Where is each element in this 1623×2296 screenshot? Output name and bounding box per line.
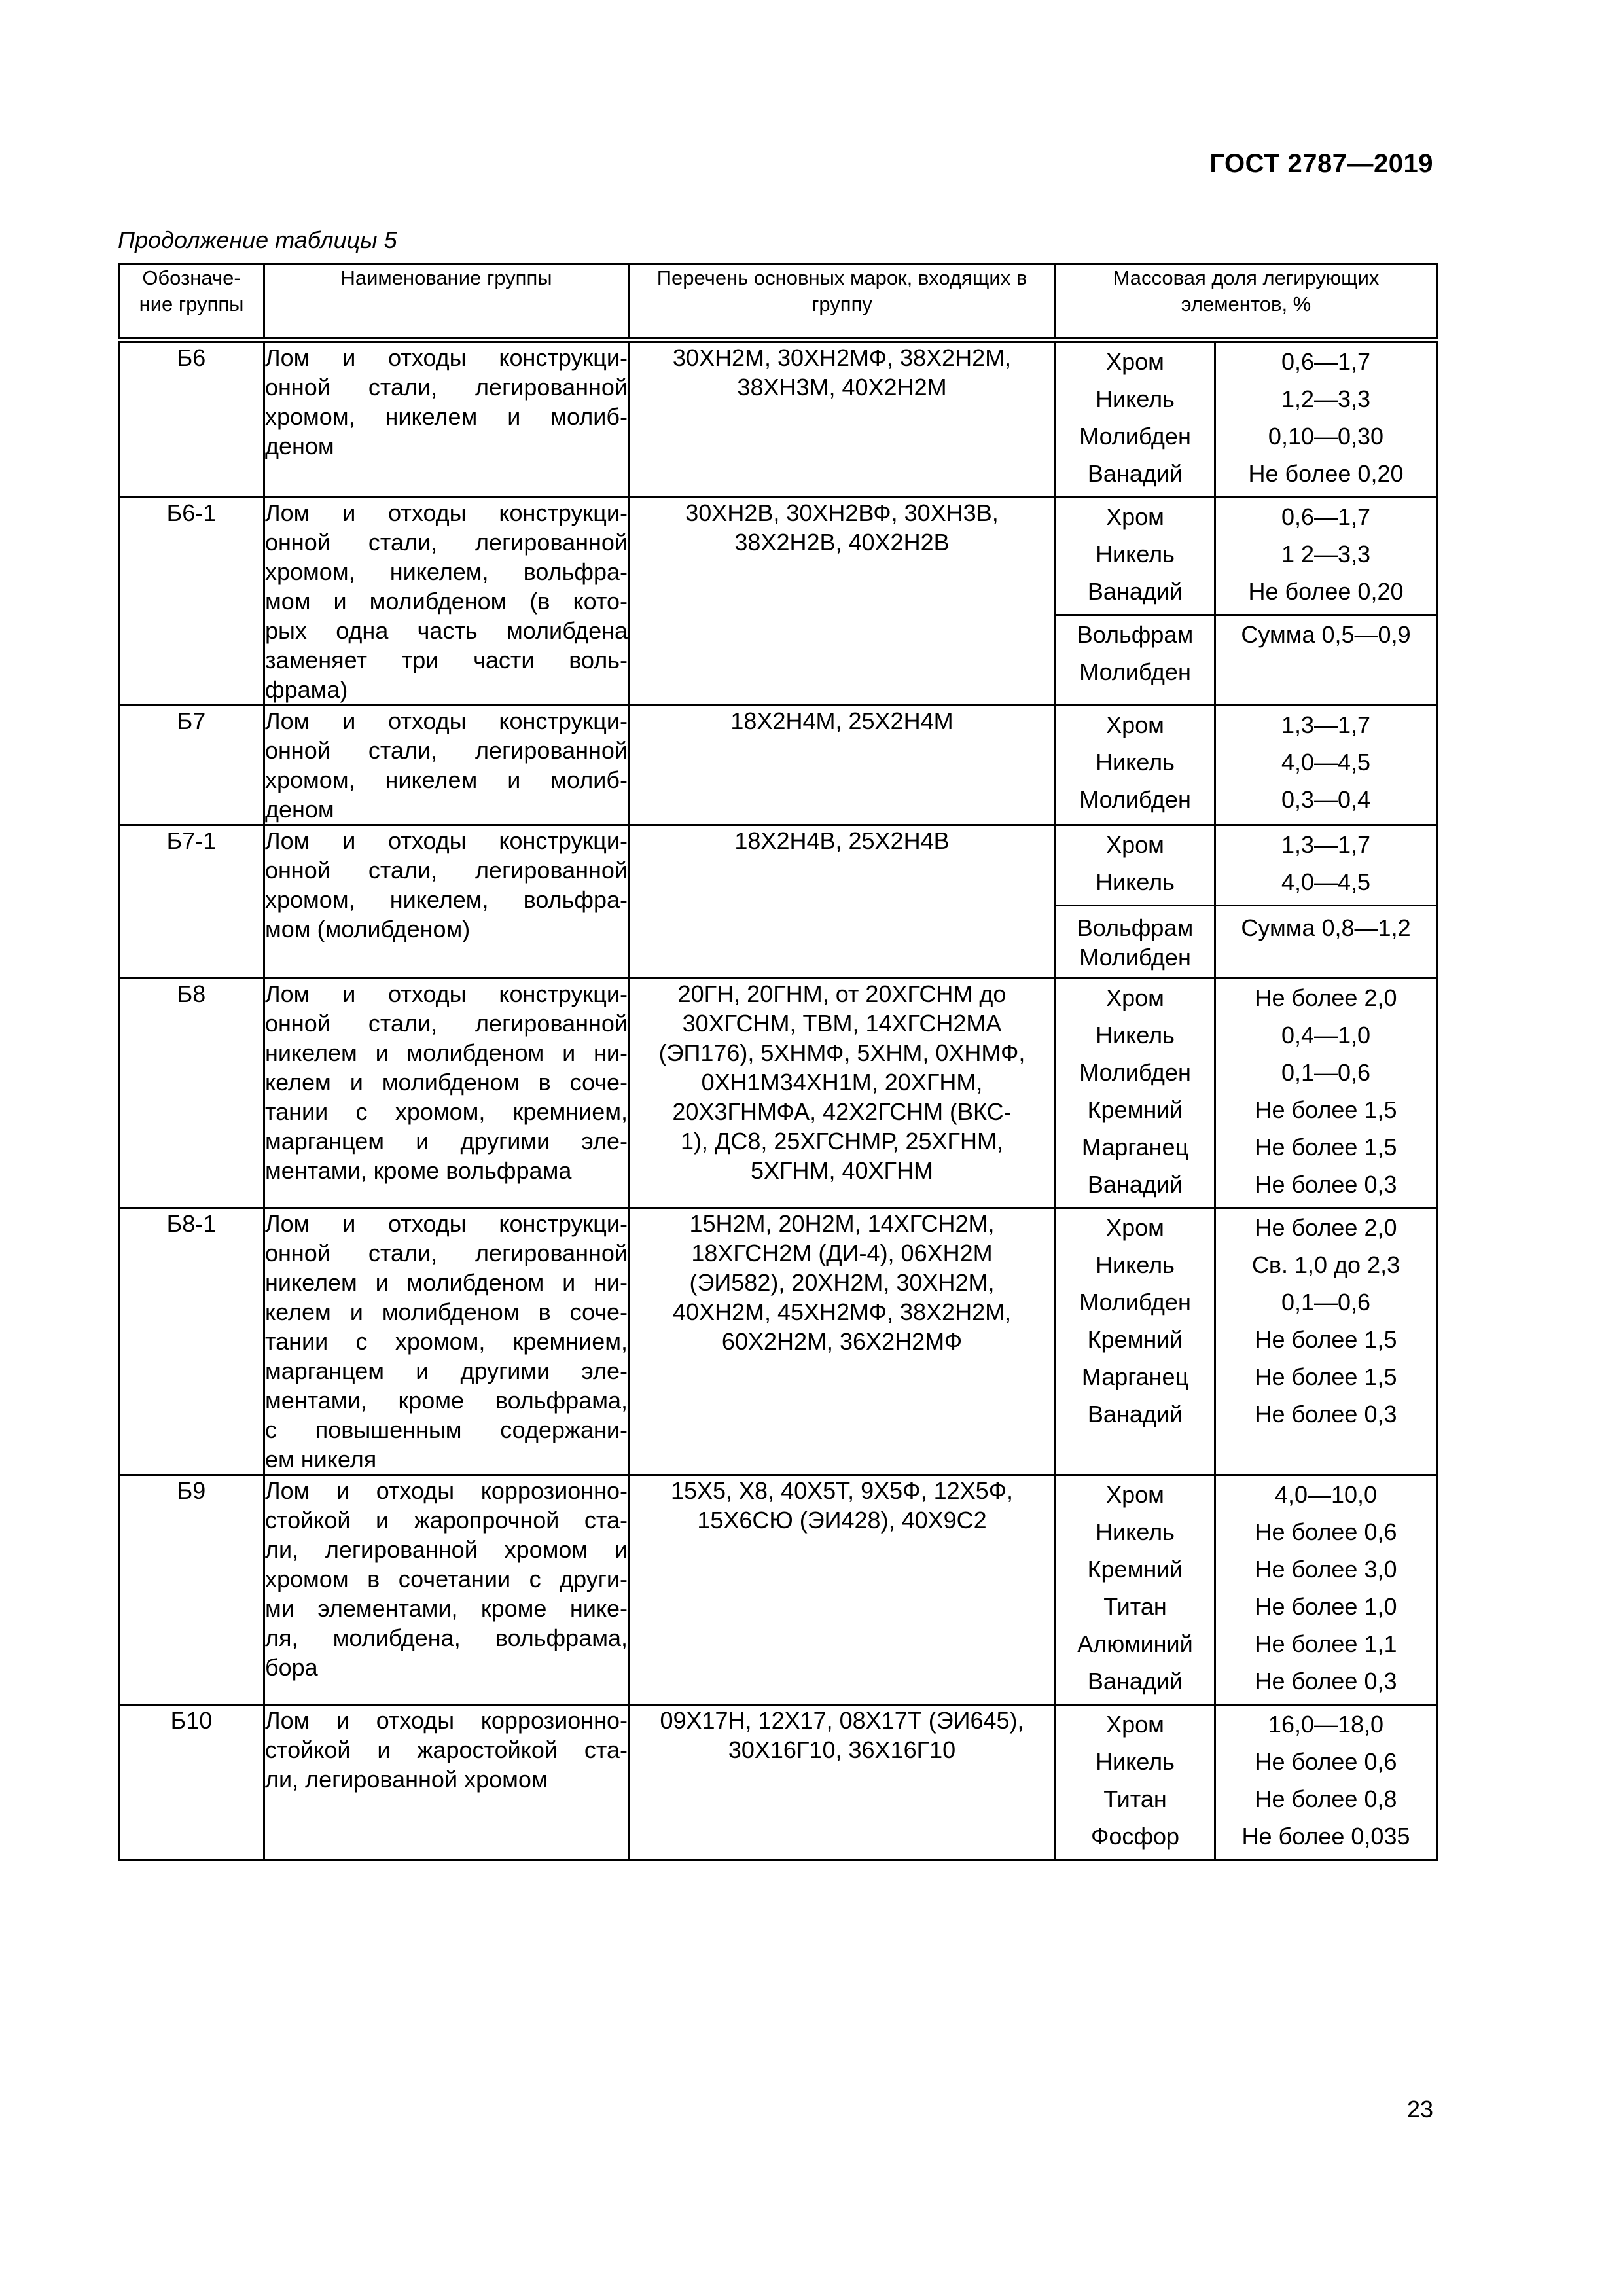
element-value: Не более 2,0 (1255, 1214, 1397, 1241)
element-row (1056, 455, 1436, 496)
group-name-line: рых одна часть молибдена (265, 617, 628, 644)
group-name-line: стойкой и жаростойкой ста- (265, 1736, 628, 1763)
element-name: Марганец (1056, 1128, 1215, 1166)
element-value: 0,6—1,7 (1281, 348, 1371, 375)
element-row (1056, 1513, 1436, 1551)
group-name-line: никелем и молибденом и ни- (265, 1269, 628, 1296)
steel-grades-line: 40ХН2М, 45ХН2МФ, 38Х2Н2М, (672, 1299, 1012, 1325)
element-row (1056, 1588, 1436, 1625)
group-code: Б8 (119, 978, 264, 1208)
element-name: Хром (1056, 706, 1215, 744)
steel-grades-line: 30Х16Г10, 36Х16Г10 (728, 1736, 956, 1763)
element-name: Кремний (1056, 1551, 1215, 1588)
alloying-elements (1056, 497, 1437, 706)
element-value: Не более 0,035 (1241, 1823, 1410, 1850)
element-value: 4,0—4,5 (1281, 749, 1371, 776)
group-name-line: Лом и отходы конструкци- (265, 980, 628, 1007)
element-value: Сумма 0,8—1,2 (1215, 906, 1436, 943)
element-name: Хром (1056, 498, 1215, 535)
element-row (1056, 781, 1436, 824)
group-name-line: онной стали, легированной (265, 1240, 628, 1266)
element-name: Никель (1056, 863, 1215, 906)
table-row (119, 706, 1437, 825)
elements-subtable (1056, 498, 1436, 704)
group-code: Б9 (119, 1475, 264, 1705)
group-name-line: хромом, никелем и молиб- (265, 766, 628, 793)
table-row (119, 497, 1437, 706)
element-row (1056, 653, 1436, 704)
element-name: Алюминий (1056, 1625, 1215, 1662)
group-name-line: онной стали, легированной (265, 374, 628, 401)
element-row (1056, 418, 1436, 455)
element-value: 1,2—3,3 (1281, 386, 1371, 412)
steel-grades-line: 15Х5, Х8, 40Х5Т, 9Х5Ф, 12Х5Ф, (670, 1477, 1014, 1504)
element-value: Не более 0,3 (1255, 1401, 1397, 1427)
steel-grades-line: 30ХН2В, 30ХН2ВФ, 30ХН3В, (685, 499, 999, 526)
element-name: Молибден (1056, 418, 1215, 455)
group-name-line: онной стали, легированной (265, 529, 628, 556)
element-row (1056, 1395, 1436, 1474)
element-value: 0,6—1,7 (1281, 503, 1371, 530)
group-name-line: Лом и отходы конструкци- (265, 708, 628, 734)
element-row (1056, 826, 1436, 863)
element-value: 0,1—0,6 (1281, 1059, 1371, 1086)
element-value: Сумма 0,5—0,9 (1215, 615, 1436, 654)
steel-grades-line: 0ХН1М34ХН1М, 20ХГНМ, (701, 1069, 983, 1096)
element-row (1056, 380, 1436, 418)
element-row (1056, 343, 1436, 380)
group-name-line: онной стали, легированной (265, 857, 628, 884)
group-name-line: хромом в сочетании с други- (265, 1566, 628, 1592)
alloying-elements (1056, 706, 1437, 825)
elements-subtable (1056, 1706, 1436, 1859)
group-name-line: фрама) (265, 676, 348, 703)
table-row (119, 1475, 1437, 1705)
group-name-line: онной стали, легированной (265, 737, 628, 764)
steel-grades-line: (ЭП176), 5ХНМФ, 5ХНМ, 0ХНМФ, (658, 1039, 1026, 1066)
steel-grades-line: 20Х3ГНМФА, 42Х2ГСНМ (ВКС- (672, 1098, 1012, 1125)
elements-subtable (1056, 706, 1436, 824)
element-name: Хром (1056, 1706, 1215, 1743)
steel-grades-line: 1), ДС8, 25ХГСНМР, 25ХГНМ, (680, 1128, 1004, 1155)
element-name: Молибден (1056, 942, 1215, 977)
element-value: Не более 0,3 (1255, 1668, 1397, 1695)
steel-grades-line: 30ХГСНМ, ТВМ, 14ХГСН2МА (682, 1010, 1002, 1037)
group-name-line: хромом, никелем, вольфра- (265, 558, 628, 585)
group-name-line: заменяет три части воль- (265, 647, 628, 673)
element-value: 4,0—4,5 (1281, 869, 1371, 895)
element-name: Молибден (1056, 653, 1215, 704)
group-name-line: мом (молибденом) (265, 916, 471, 942)
steel-grades-line: 30ХН2М, 30ХН2МФ, 38Х2Н2М, (672, 344, 1012, 371)
steel-grades (629, 1208, 1056, 1475)
alloying-elements (1056, 340, 1437, 497)
element-name: Титан (1056, 1780, 1215, 1818)
element-name: Ванадий (1056, 573, 1215, 615)
element-name: Вольфрам (1056, 906, 1215, 943)
element-row (1056, 1128, 1436, 1166)
element-row (1056, 863, 1436, 906)
group-name-line: деном (265, 433, 334, 459)
alloying-elements (1056, 825, 1437, 978)
element-value: Не более 1,5 (1255, 1363, 1397, 1390)
group-code: Б8-1 (119, 1208, 264, 1475)
element-value: 0,10—0,30 (1268, 423, 1384, 450)
steel-grades-line: 09Х17Н, 12Х17, 08Х17Т (ЭИ645), (660, 1707, 1024, 1734)
steel-grades-line: 15Х6СЮ (ЭИ428), 40Х9С2 (697, 1507, 987, 1534)
element-name: Хром (1056, 1476, 1215, 1513)
group-name (264, 340, 629, 497)
group-name-line: ментами, кроме вольфрама (265, 1157, 572, 1184)
element-value: Не более 3,0 (1255, 1556, 1397, 1583)
element-value: Не более 0,6 (1255, 1748, 1397, 1775)
group-name-line: Лом и отходы конструкци- (265, 499, 628, 526)
group-name-line: стойкой и жаропрочной ста- (265, 1507, 628, 1534)
steel-grades-line: 38ХН3М, 40Х2Н2М (737, 374, 947, 401)
steel-grades-line: 20ГН, 20ГНМ, от 20ХГСНМ до (677, 980, 1007, 1007)
element-name: Ванадий (1056, 455, 1215, 496)
element-name: Ванадий (1056, 1662, 1215, 1704)
element-value: Не более 2,0 (1255, 984, 1397, 1011)
element-row (1056, 906, 1436, 943)
group-name (264, 1208, 629, 1475)
table-header-row (119, 264, 1437, 340)
element-row (1056, 615, 1436, 654)
element-name: Молибден (1056, 1054, 1215, 1091)
element-row (1056, 1662, 1436, 1704)
element-value: Не более 0,20 (1248, 460, 1404, 487)
element-row (1056, 1476, 1436, 1513)
group-code: Б7 (119, 706, 264, 825)
steel-grades (629, 978, 1056, 1208)
steel-grades (629, 497, 1056, 706)
group-name-line: никелем и молибденом и ни- (265, 1039, 628, 1066)
element-row (1056, 1780, 1436, 1818)
element-name: Никель (1056, 1016, 1215, 1054)
alloying-elements (1056, 978, 1437, 1208)
group-name-line: онной стали, легированной (265, 1010, 628, 1037)
element-row (1056, 1209, 1436, 1246)
group-name (264, 706, 629, 825)
group-name-line: ля, молибдена, вольфрама, (265, 1624, 628, 1651)
steel-grades (629, 706, 1056, 825)
element-row (1056, 1321, 1436, 1358)
table-row (119, 340, 1437, 497)
element-name: Титан (1056, 1588, 1215, 1625)
group-name-line: келем и молибденом в соче- (265, 1299, 628, 1325)
element-row (1056, 573, 1436, 615)
element-value: Не более 1,5 (1255, 1096, 1397, 1123)
element-row (1056, 1091, 1436, 1128)
element-row (1056, 1358, 1436, 1395)
group-name (264, 497, 629, 706)
element-row (1056, 1818, 1436, 1859)
element-name: Молибден (1056, 1283, 1215, 1321)
element-value: Не более 1,5 (1255, 1326, 1397, 1353)
group-name-line: Лом и отходы коррозионно- (265, 1477, 628, 1504)
header-elements: Массовая доля легирующих элементов, % (1056, 264, 1437, 340)
group-code: Б6-1 (119, 497, 264, 706)
alloying-elements (1056, 1208, 1437, 1475)
element-value: 16,0—18,0 (1268, 1711, 1384, 1738)
steel-grades-line: 18ХГСН2М (ДИ-4), 06ХН2М (691, 1240, 993, 1266)
element-row (1056, 1743, 1436, 1780)
element-row (1056, 498, 1436, 535)
element-row (1056, 1054, 1436, 1091)
steel-grades (629, 1705, 1056, 1860)
element-row (1056, 1166, 1436, 1207)
group-name (264, 1475, 629, 1705)
element-name: Хром (1056, 1209, 1215, 1246)
elements-subtable (1056, 343, 1436, 496)
steel-grades-line: 60Х2Н2М, 36Х2Н2МФ (721, 1328, 963, 1355)
elements-subtable (1056, 826, 1436, 977)
element-value: Не более 1,5 (1255, 1134, 1397, 1160)
header-grades: Перечень основных марок, входящих в группу (629, 264, 1056, 340)
group-name-line: бора (265, 1654, 318, 1681)
steel-grades-line: 5ХГНМ, 40ХГНМ (750, 1157, 934, 1184)
group-name-line: Лом и отходы коррозионно- (265, 1707, 628, 1734)
steel-grades (629, 1475, 1056, 1705)
element-row (1056, 1551, 1436, 1588)
element-name: Марганец (1056, 1358, 1215, 1395)
element-value: Св. 1,0 до 2,3 (1251, 1251, 1400, 1278)
group-name-line: ли, легированной хромом (265, 1766, 548, 1793)
steel-grades-line: 38Х2Н2В, 40Х2Н2В (734, 529, 950, 556)
group-name-line: мом и молибденом (в кото- (265, 588, 628, 615)
group-name-line: ли, легированной хромом и (265, 1536, 628, 1563)
group-name-line: Лом и отходы конструкци- (265, 827, 628, 854)
group-name-line: ментами, кроме вольфрама, (265, 1387, 628, 1414)
alloy-groups-table (118, 263, 1438, 1861)
page-number: 23 (1406, 2096, 1433, 2123)
element-name: Вольфрам (1056, 615, 1215, 654)
group-code: Б6 (119, 340, 264, 497)
element-row (1056, 1706, 1436, 1743)
element-name: Никель (1056, 535, 1215, 573)
element-row (1056, 1283, 1436, 1321)
element-value: Не более 1,1 (1255, 1630, 1397, 1657)
steel-grades-line: (ЭИ582), 20ХН2М, 30ХН2М, (689, 1269, 995, 1296)
group-name (264, 825, 629, 978)
element-value: Не более 0,6 (1255, 1518, 1397, 1545)
header-group-code: Обозначе-ние группы (119, 264, 264, 340)
element-row (1056, 535, 1436, 573)
element-name: Никель (1056, 744, 1215, 781)
group-name (264, 1705, 629, 1860)
steel-grades (629, 340, 1056, 497)
element-name: Ванадий (1056, 1166, 1215, 1207)
group-name-line: Лом и отходы конструкци- (265, 1210, 628, 1237)
group-name-line: ем никеля (265, 1446, 377, 1473)
element-name: Кремний (1056, 1091, 1215, 1128)
table-row (119, 825, 1437, 978)
element-name: Хром (1056, 979, 1215, 1016)
group-name-line: хромом, никелем и молиб- (265, 403, 628, 430)
group-name-line: деном (265, 796, 334, 823)
element-name: Никель (1056, 380, 1215, 418)
element-name: Никель (1056, 1513, 1215, 1551)
group-name-line: хромом, никелем, вольфра- (265, 886, 628, 913)
group-name-line: с повышенным содержани- (265, 1416, 628, 1443)
element-row (1056, 942, 1436, 977)
group-name-line: марганцем и другими эле- (265, 1128, 628, 1155)
element-name: Хром (1056, 343, 1215, 380)
element-value: 0,4—1,0 (1281, 1022, 1371, 1049)
element-name: Хром (1056, 826, 1215, 863)
alloying-elements (1056, 1705, 1437, 1860)
group-name-line: Лом и отходы конструкци- (265, 344, 628, 371)
element-row (1056, 1625, 1436, 1662)
element-row (1056, 979, 1436, 1016)
element-row (1056, 706, 1436, 744)
element-row (1056, 1246, 1436, 1283)
steel-grades-line: 15Н2М, 20Н2М, 14ХГСН2М, (689, 1210, 995, 1237)
element-value: Не более 0,3 (1255, 1171, 1397, 1198)
element-value: Не более 0,8 (1255, 1785, 1397, 1812)
element-name: Никель (1056, 1246, 1215, 1283)
element-value: Не более 0,20 (1248, 578, 1404, 605)
element-value (1215, 942, 1436, 977)
group-code: Б7-1 (119, 825, 264, 978)
elements-subtable (1056, 1476, 1436, 1704)
group-name-line: марганцем и другими эле- (265, 1357, 628, 1384)
element-value (1215, 653, 1436, 704)
element-value: 4,0—10,0 (1274, 1481, 1378, 1508)
group-name-line: келем и молибденом в соче- (265, 1069, 628, 1096)
alloying-elements (1056, 1475, 1437, 1705)
header-group-name: Наименование группы (264, 264, 629, 340)
element-name: Кремний (1056, 1321, 1215, 1358)
element-value: 1 2—3,3 (1281, 541, 1371, 567)
table-row (119, 1705, 1437, 1860)
group-name-line: ми элементами, кроме нике- (265, 1595, 628, 1622)
steel-grades-line: 18Х2Н4М, 25Х2Н4М (730, 708, 954, 734)
table-row (119, 1208, 1437, 1475)
element-row (1056, 1016, 1436, 1054)
standard-number: ГОСТ 2787—2019 (1209, 149, 1433, 178)
table-caption: Продолжение таблицы 5 (118, 226, 397, 253)
element-name: Молибден (1056, 781, 1215, 824)
group-code: Б10 (119, 1705, 264, 1860)
group-name (264, 978, 629, 1208)
steel-grades-line: 18Х2Н4В, 25Х2Н4В (734, 827, 950, 854)
steel-grades (629, 825, 1056, 978)
elements-subtable (1056, 1209, 1436, 1474)
element-name: Фосфор (1056, 1818, 1215, 1859)
element-value: 0,1—0,6 (1281, 1289, 1371, 1316)
group-name-line: тании с хромом, кремнием, (265, 1098, 628, 1125)
element-row (1056, 744, 1436, 781)
elements-subtable (1056, 979, 1436, 1207)
element-value: Не более 1,0 (1255, 1593, 1397, 1620)
element-value: 1,3—1,7 (1281, 831, 1371, 858)
element-value: 1,3—1,7 (1281, 711, 1371, 738)
group-name-line: тании с хромом, кремнием, (265, 1328, 628, 1355)
element-name: Никель (1056, 1743, 1215, 1780)
table-row (119, 978, 1437, 1208)
element-name: Ванадий (1056, 1395, 1215, 1474)
element-value: 0,3—0,4 (1281, 786, 1371, 813)
